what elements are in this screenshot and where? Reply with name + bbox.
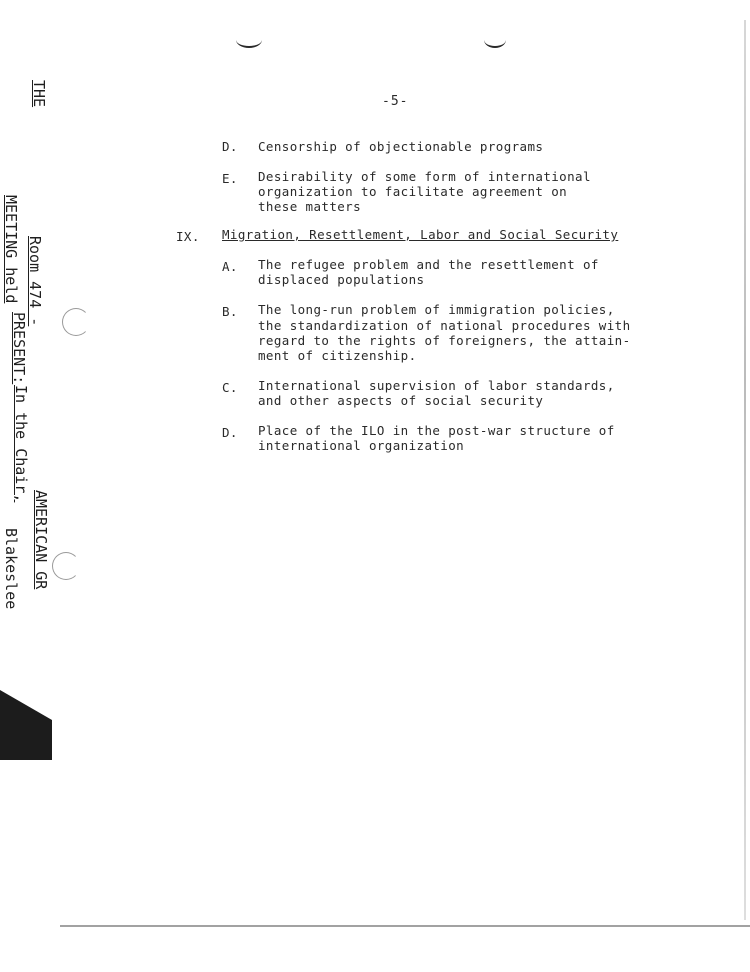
item-text-line: ment of citizenship. bbox=[258, 348, 417, 363]
item-text-line: Censorship of objectionable programs bbox=[258, 139, 544, 154]
item-marker: E. bbox=[222, 171, 238, 186]
margin-fragment: THE bbox=[30, 80, 48, 108]
item-text-line: Place of the ILO in the post-war structure of bbox=[258, 423, 615, 438]
margin-fragment: Room 474 - bbox=[26, 236, 44, 327]
item-text-line: regard to the rights of foreigners, the attain- bbox=[258, 333, 631, 348]
margin-fragment: In the Chair, bbox=[12, 385, 30, 503]
item-text-line: organization to facilitate agreement on bbox=[258, 184, 568, 199]
binding-mark bbox=[236, 32, 262, 48]
section-heading: Migration, Resettlement, Labor and Social Security bbox=[222, 227, 619, 242]
item-text-line: and other aspects of social security bbox=[258, 393, 544, 408]
margin-fragment: PRESENT: bbox=[10, 312, 28, 385]
page-edge-right bbox=[744, 20, 746, 920]
punch-hole bbox=[52, 552, 80, 580]
item-marker: A. bbox=[222, 259, 238, 274]
margin-fragment: Blakeslee bbox=[2, 528, 20, 610]
item-text-line: The long-run problem of immigration policies, bbox=[258, 302, 615, 317]
item-marker: B. bbox=[222, 304, 238, 319]
item-text-line: Desirability of some form of international bbox=[258, 169, 591, 184]
margin-fragment: AMERICAN GR bbox=[32, 490, 50, 590]
section-numeral: IX. bbox=[176, 229, 200, 244]
page-number: -5- bbox=[382, 94, 409, 109]
item-marker: D. bbox=[222, 425, 238, 440]
item-text-line: The refugee problem and the resettlement of bbox=[258, 257, 599, 272]
item-text-line: these matters bbox=[258, 199, 362, 214]
punch-hole bbox=[62, 308, 90, 336]
margin-fragment: MEETING held bbox=[2, 195, 20, 304]
page-shadow bbox=[0, 690, 52, 760]
item-text-line: international organization bbox=[258, 438, 465, 453]
item-marker: C. bbox=[222, 380, 238, 395]
item-text-line: the standardization of national procedures with bbox=[258, 318, 631, 333]
item-marker: D. bbox=[222, 139, 238, 154]
item-text-line: International supervision of labor standards, bbox=[258, 378, 615, 393]
overlapping-page-strip bbox=[0, 0, 60, 760]
binding-mark bbox=[484, 32, 506, 48]
item-text-line: displaced populations bbox=[258, 272, 425, 287]
page-edge-bottom bbox=[60, 925, 750, 927]
